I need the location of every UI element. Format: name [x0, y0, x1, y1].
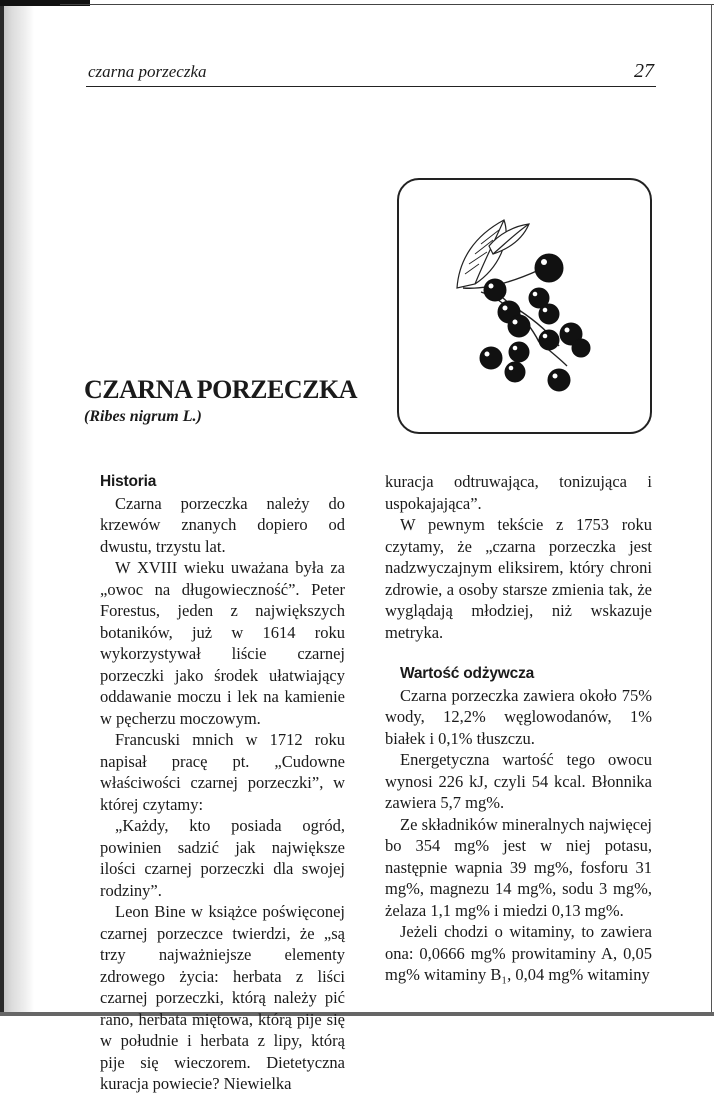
berry — [572, 339, 590, 357]
paragraph: Jeżeli chodzi o witaminy, to zawiera ona: 0,0666 mg% prowitaminy A, 0,05 mg% witaminy B₁, 0,04 mg% witaminy — [385, 922, 652, 984]
berry — [539, 304, 559, 324]
scan-corner-mark — [0, 0, 90, 6]
illustration-frame — [397, 178, 652, 434]
paragraph: Leon Bine w książce poświęconej czarnej porzeczce twierdzi, że „są trzy najważniejsze elementy zdrowego życia: herbata z liści czarnej porzeczki, którą należy pić rano, herbata miętowa, którą pije się w południe i herbata z lipy, którą pije się wieczorem. Dietetyczna kuracja powiecie? Niewielka — [100, 902, 345, 1093]
berry — [508, 315, 530, 337]
paragraph: „Każdy, kto posiada ogród, powinien sadzić jak największe ilości czarnej porzeczki dla swojej rodziny”. — [100, 816, 345, 900]
page-number: 27 — [634, 60, 654, 82]
berry — [535, 254, 563, 282]
berry — [484, 279, 506, 301]
paragraph: Ze składników mineralnych najwięcej bo 354 mg% jest w niej potasu, następnie wapnia 39 mg%, fosforu 31 mg%, magnezu 14 mg%, sodu 3 mg%, żelaza 1,1 mg% i miedzi 0,13 mg%. — [385, 814, 652, 920]
section-heading-wartosc: Wartość odżywcza — [400, 665, 535, 682]
scan-edge-right — [711, 4, 712, 1012]
paragraph: Francuski mnich w 1712 roku napisał pracę pt. „Cudowne właściwości czarnej porzeczki”, w której czytamy: — [100, 730, 345, 814]
paragraph: Energetyczna wartość tego owocu wynosi 226 kJ, czyli 54 kcal. Błonnika zawiera 5,7 mg%. — [385, 750, 652, 812]
article-title: CZARNA PORZECZKA — [84, 375, 357, 404]
section-heading-historia: Historia — [100, 473, 157, 490]
running-title: czarna porzeczka — [88, 62, 207, 81]
berry — [480, 347, 502, 369]
paragraph: Czarna porzeczka zawiera około 75% wody, 12,2% węglowodanów, 1% białek i 0,1% tłuszczu. — [385, 685, 652, 748]
latin-name: (Ribes nigrum L.) — [84, 408, 202, 425]
scan-edge-left — [0, 0, 4, 1016]
berry — [548, 369, 570, 391]
berry — [505, 362, 525, 382]
scan-shadow-left — [0, 0, 34, 1016]
paragraph: W pewnym tekście z 1753 roku czytamy, że „czarna porzeczka jest nadzwyczajnym eliksirem, który chroni zdrowie, a osoby starsze zmienia tak, że wyglądają młodziej, niż wskazuje metryka. — [385, 515, 652, 642]
left-column — [100, 471, 345, 1095]
scan-edge-top — [60, 4, 714, 5]
black-currant-illustration — [399, 180, 650, 432]
berry — [509, 342, 529, 362]
paragraph: Czarna porzeczka należy do krzewów znanych dopiero od dwustu, trzystu lat. — [100, 493, 345, 556]
paragraph-continuation: kuracja odtruwająca, tonizująca i uspokajająca”. — [385, 472, 652, 513]
running-header — [86, 62, 656, 87]
right-column — [385, 471, 652, 986]
berry — [539, 330, 559, 350]
paragraph: W XVIII wieku uważana była za „owoc na długowieczność”. Peter Forestus, jeden z największych botaników, już w 1614 roku wykorzystywał liście czarnej porzeczki jako środek ułatwiający oddawanie moczu i lek na kamienie w pęcherzu moczowym. — [100, 558, 345, 728]
